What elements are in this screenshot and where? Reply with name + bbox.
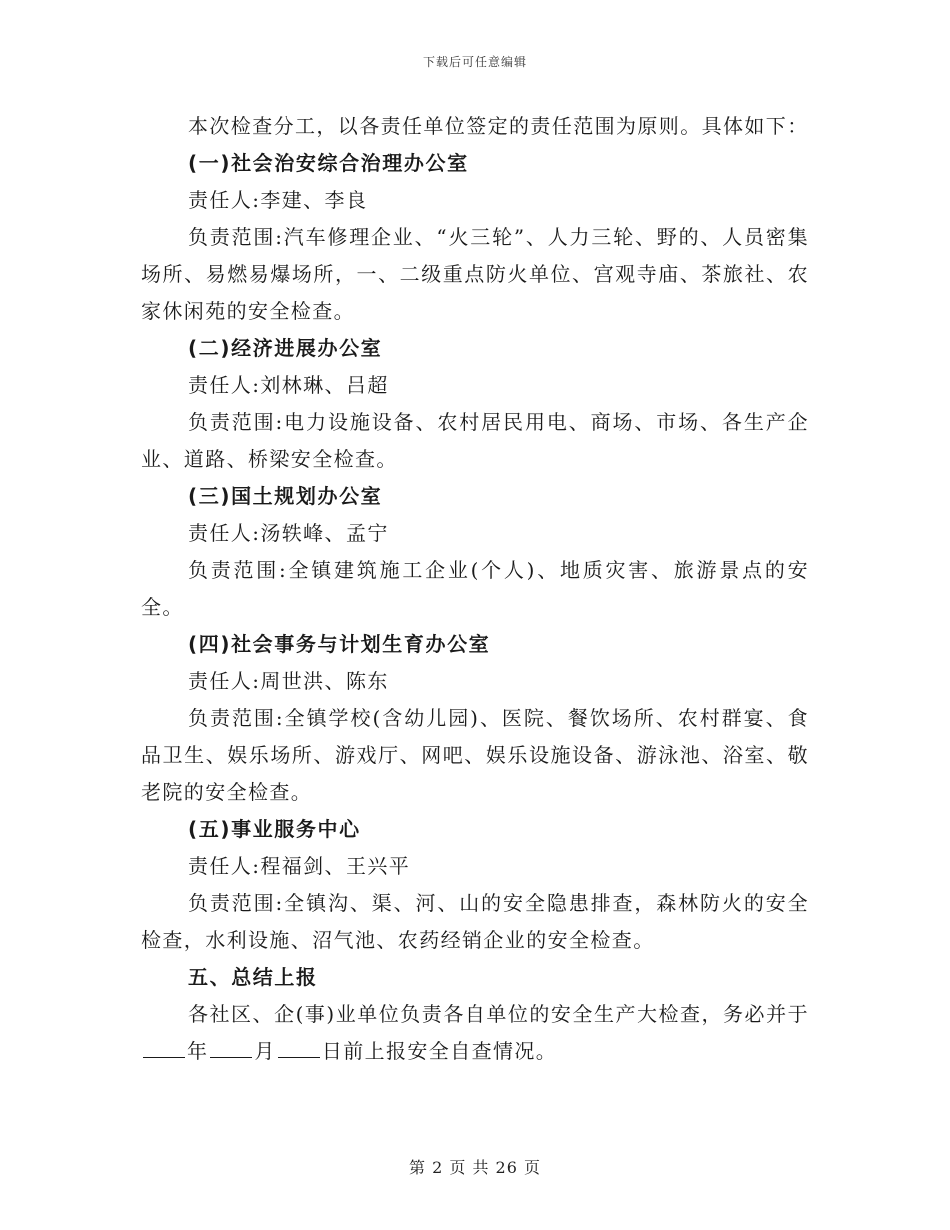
page-footer: 第 2 页 共 26 页 xyxy=(409,1158,541,1177)
section-2-title: (二)经济进展办公室 xyxy=(188,336,383,360)
section-4-scope: 负责范围:全镇学校(含幼儿园)、医院、餐饮场所、农村群宴、食品卫生、娱乐场所、游戏厅、网吧、娱乐设施设备、游泳池、浴室、敬老院的安全检查。 xyxy=(141,706,809,804)
section-5-person: 责任人:程福剑、王兴平 xyxy=(188,854,411,878)
year-blank xyxy=(143,1037,185,1058)
section-2-person: 责任人:刘林琳、吕超 xyxy=(188,373,389,397)
summary-text-before: 各社区、企(事)业单位负责各自单位的安全生产大检查，务必并于 xyxy=(188,1002,809,1026)
section-4-title: (四)社会事务与计划生育办公室 xyxy=(188,632,491,656)
section-5-title: (五)事业服务中心 xyxy=(188,817,361,841)
section-2-scope: 负责范围:电力设施设备、农村居民用电、商场、市场、各生产企业、道路、桥梁安全检查。 xyxy=(141,410,809,471)
summary-paragraph xyxy=(141,996,809,1070)
intro-paragraph: 本次检查分工，以各责任单位签定的责任范围为原则。具体如下： xyxy=(188,114,809,138)
section-3-scope: 负责范围:全镇建筑施工企业(个人)、地质灾害、旅游景点的安全。 xyxy=(141,558,809,619)
section-1-title: (一)社会治安综合治理办公室 xyxy=(188,151,469,175)
document-body xyxy=(141,108,809,1070)
section-3-title: (三)国土规划办公室 xyxy=(188,484,383,508)
section-4-person: 责任人:周世洪、陈东 xyxy=(188,669,389,693)
month-label: 月 xyxy=(254,1039,276,1063)
page-header: 下载后可任意编辑 xyxy=(422,55,527,69)
year-label: 年 xyxy=(187,1039,209,1063)
section-1-person: 责任人:李建、李良 xyxy=(188,188,368,212)
summary-text-after: 日前上报安全自查情况。 xyxy=(321,1039,558,1063)
section-1-scope: 负责范围:汽车修理企业、“火三轮”、人力三轮、野的、人员密集场所、易燃易爆场所，一、二级重点防火单位、宫观寺庙、茶旅社、农家休闲苑的安全检查。 xyxy=(141,225,809,323)
summary-title: 五、总结上报 xyxy=(188,965,318,989)
section-5-scope: 负责范围:全镇沟、渠、河、山的安全隐患排查，森林防火的安全检查，水利设施、沼气池、农药经销企业的安全检查。 xyxy=(141,891,809,952)
day-blank xyxy=(278,1037,320,1058)
section-3-person: 责任人:汤轶峰、孟宁 xyxy=(188,521,389,545)
month-blank xyxy=(210,1037,252,1058)
